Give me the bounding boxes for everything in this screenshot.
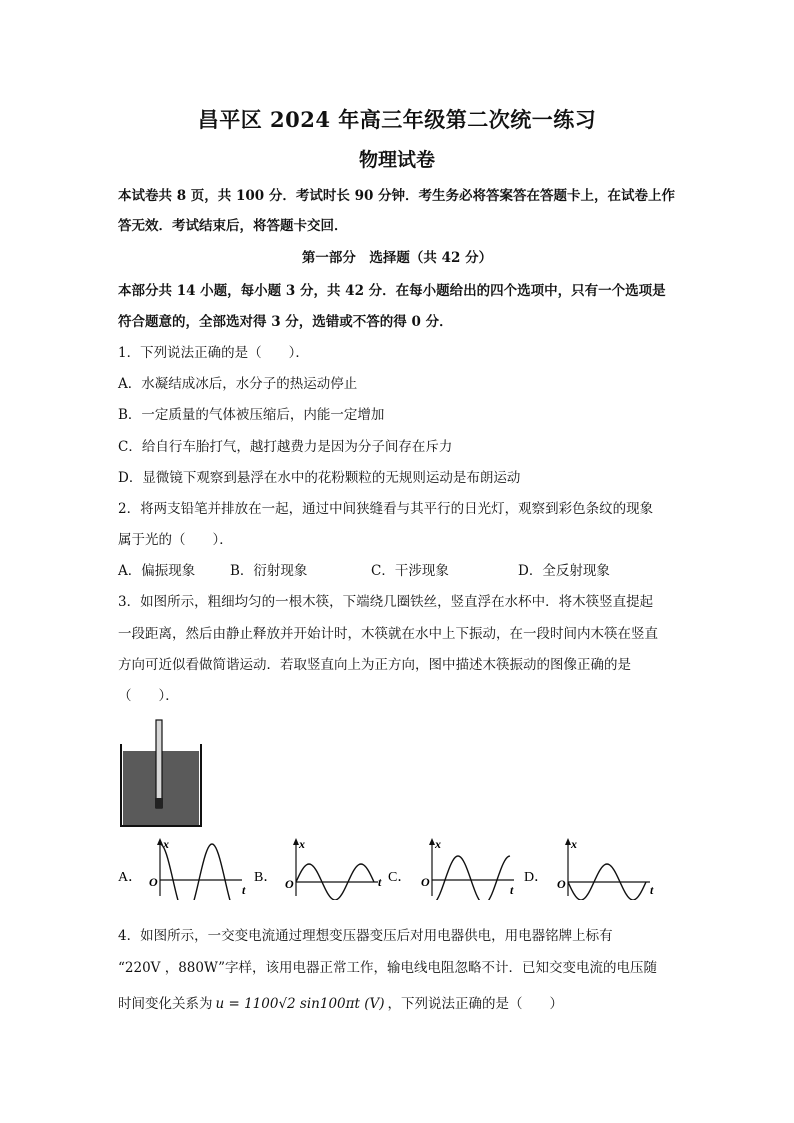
graph-a-x-label: x <box>163 837 169 851</box>
graph-c-label: C． <box>388 870 412 885</box>
graph-d-t-label: t <box>650 883 654 897</box>
graph-c-x-label: x <box>435 837 441 851</box>
cup-chopstick-figure <box>118 718 208 830</box>
q4-voltage-formula: u = 1100√2 sin100πt (V) <box>215 996 385 1012</box>
graph-b-t-label: t <box>378 875 382 889</box>
graph-b-x-label: x <box>299 837 305 851</box>
q2-option-a: A．偏振现象 <box>118 563 196 579</box>
graph-b-origin: O <box>285 877 294 891</box>
graph-c-origin: O <box>421 875 430 889</box>
iron-wire-coil <box>155 798 163 808</box>
q3-stem-line-3: 方向可近似看做简谐运动．若取竖直向上为正方向，图中描述木筷振动的图像正确的是 <box>118 657 631 673</box>
q3-graph-options <box>116 836 676 900</box>
q2-option-c: C．干涉现象 <box>371 563 449 579</box>
q2-options <box>118 561 678 581</box>
graph-c <box>388 837 514 900</box>
q1-option-a: A．水凝结成冰后，水分子的热运动停止 <box>118 376 358 392</box>
q4-stem-line-3 <box>118 994 678 1014</box>
graph-a-curve <box>160 844 238 900</box>
exam-subject: 物理试卷 <box>358 149 435 171</box>
q1-option-b: B．一定质量的气体被压缩后，内能一定增加 <box>118 407 385 423</box>
part1-desc-line-2: 符合题意的，全部选对得 3 分，选错或不答的得 0 分． <box>118 314 453 330</box>
instructions-line-1: 本试卷共 8 页，共 100 分．考试时长 90 分钟．考生务必将答案答在答题卡上，在试卷上作 <box>118 188 676 204</box>
q4-stem-prefix: 时间变化关系为 <box>118 996 213 1012</box>
q1-stem: 1．下列说法正确的是（ ）． <box>118 345 309 361</box>
chopstick <box>156 720 162 808</box>
q2-option-d: D．全反射现象 <box>518 563 610 579</box>
graph-d <box>524 837 654 900</box>
q4-stem-line-1: 4．如图所示，一交变电流通过理想变压器变压后对用电器供电，用电器铭牌上标有 <box>118 928 613 944</box>
exam-title: 昌平区 2024 年高三年级第二次统一练习 <box>197 107 597 132</box>
graph-b <box>254 837 382 900</box>
q2-stem-line-1: 2．将两支铅笔并排放在一起，通过中间狭缝看与其平行的日光灯，观察到彩色条纹的现象 <box>118 501 654 517</box>
part1-desc-line-1: 本部分共 14 小题，每小题 3 分，共 42 分．在每小题给出的四个选项中，只有一个选项是 <box>118 283 666 299</box>
q3-stem-line-2: 一段距离，然后由静止释放并开始计时，木筷就在水中上下振动，在一段时间内木筷在竖直 <box>118 626 658 642</box>
q3-stem-line-4: （ ）． <box>118 688 179 704</box>
q2-option-b: B．衍射现象 <box>230 563 308 579</box>
graph-c-t-label: t <box>510 883 514 897</box>
q3-stem-line-1: 3．如图所示，粗细均匀的一根木筷，下端绕几圈铁丝，竖直浮在水杯中．将木筷竖直提起 <box>118 594 654 610</box>
graph-d-x-label: x <box>571 837 577 851</box>
graph-a-origin: O <box>149 875 158 889</box>
q2-stem-line-2: 属于光的（ ）． <box>118 532 233 548</box>
q1-option-d: D．显微镜下观察到悬浮在水中的花粉颗粒的无规则运动是布朗运动 <box>118 470 521 486</box>
q1-option-c: C．给自行车胎打气，越打越费力是因为分子间存在斥力 <box>118 439 453 455</box>
part1-heading: 第一部分 选择题（共 42 分） <box>301 250 493 266</box>
instructions-line-2: 答无效．考试结束后，将答题卡交回． <box>118 218 348 234</box>
graph-a-label: A． <box>118 870 143 885</box>
graph-a <box>118 837 246 900</box>
q4-stem-line-2: “220V ，880W”字样，该用电器正常工作，输电线电阻忽略不计．已知交变电流的电压随 <box>118 960 658 976</box>
graph-b-label: B． <box>254 870 278 885</box>
graph-d-label: D． <box>524 870 549 885</box>
graph-a-t-label: t <box>242 883 246 897</box>
q4-stem-suffix: ，下列说法正确的是（ ） <box>387 996 564 1012</box>
graph-c-curve <box>432 856 510 900</box>
graph-d-origin: O <box>557 877 566 891</box>
